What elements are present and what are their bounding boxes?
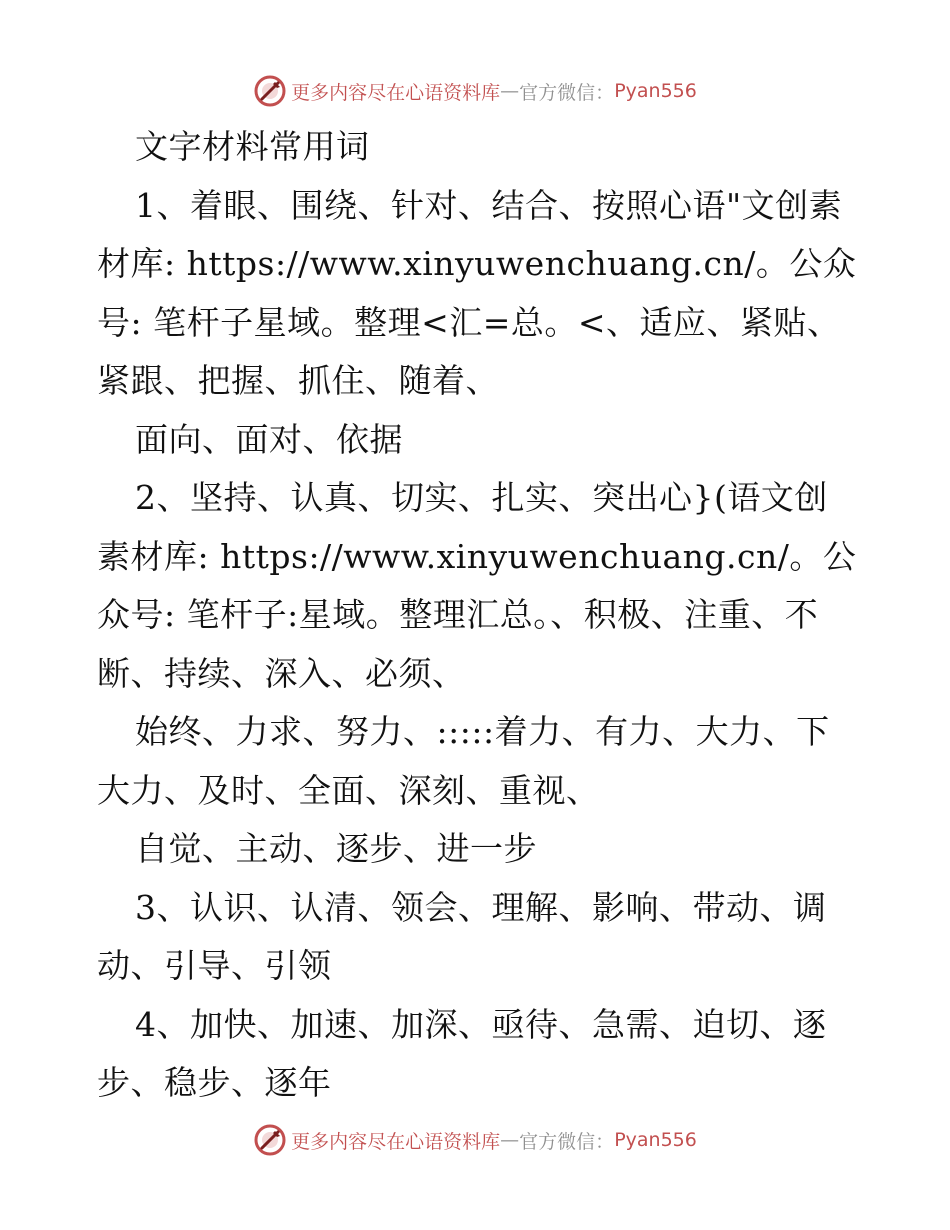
header-watermark — [0, 71, 950, 111]
paragraph-7: 4、加快、加速、加深、亟待、急需、迫切、逐步、稳步、逐年 — [97, 1004, 827, 1102]
watermark-dash: — — [500, 1129, 520, 1151]
watermark-sub-text: 官方微信： — [519, 81, 615, 104]
watermark-wechat-id: Pyan556 — [614, 80, 697, 102]
watermark-dash: — — [500, 80, 520, 102]
document-body — [97, 118, 857, 1113]
paragraph-6: 3、认识、认清、领会、理解、影响、带动、调动、引导、引领 — [97, 887, 827, 985]
paragraph-1: 1、着眼、围绕、针对、结合、按照心语"文创素材库: https://www.xinyuwenchuang.cn/。公众号: 笔杆子星域。整理<汇=总。<、适应、紧贴、紧跟、把握、抓住、随着、 — [97, 185, 857, 400]
brand-logo-icon — [253, 1123, 287, 1157]
brand-logo-icon — [253, 74, 287, 108]
paragraph-4: 始终、力求、努力、:::::着力、有力、大力、下大力、及时、全面、深刻、重视、 — [97, 712, 830, 810]
footer-watermark — [0, 1120, 950, 1160]
watermark-sub-text: 官方微信： — [519, 1130, 615, 1153]
watermark-wechat-id: Pyan556 — [614, 1129, 697, 1151]
paragraph-2: 面向、面对、依据 — [135, 419, 403, 459]
watermark-main-text: 更多内容尽在心语资料库 — [291, 1130, 501, 1153]
watermark-main-text: 更多内容尽在心语资料库 — [291, 81, 501, 104]
document-title: 文字材料常用词 — [135, 127, 370, 166]
paragraph-3: 2、坚持、认真、切实、扎实、突出心}(语文创素材库: https://www.xinyuwenchuang.cn/。公众号: 笔杆子:星域。整理汇总。、积极、注重、不断、持续、深入、必须、 — [97, 478, 857, 693]
paragraph-5: 自觉、主动、逐步、进一步 — [135, 829, 537, 868]
